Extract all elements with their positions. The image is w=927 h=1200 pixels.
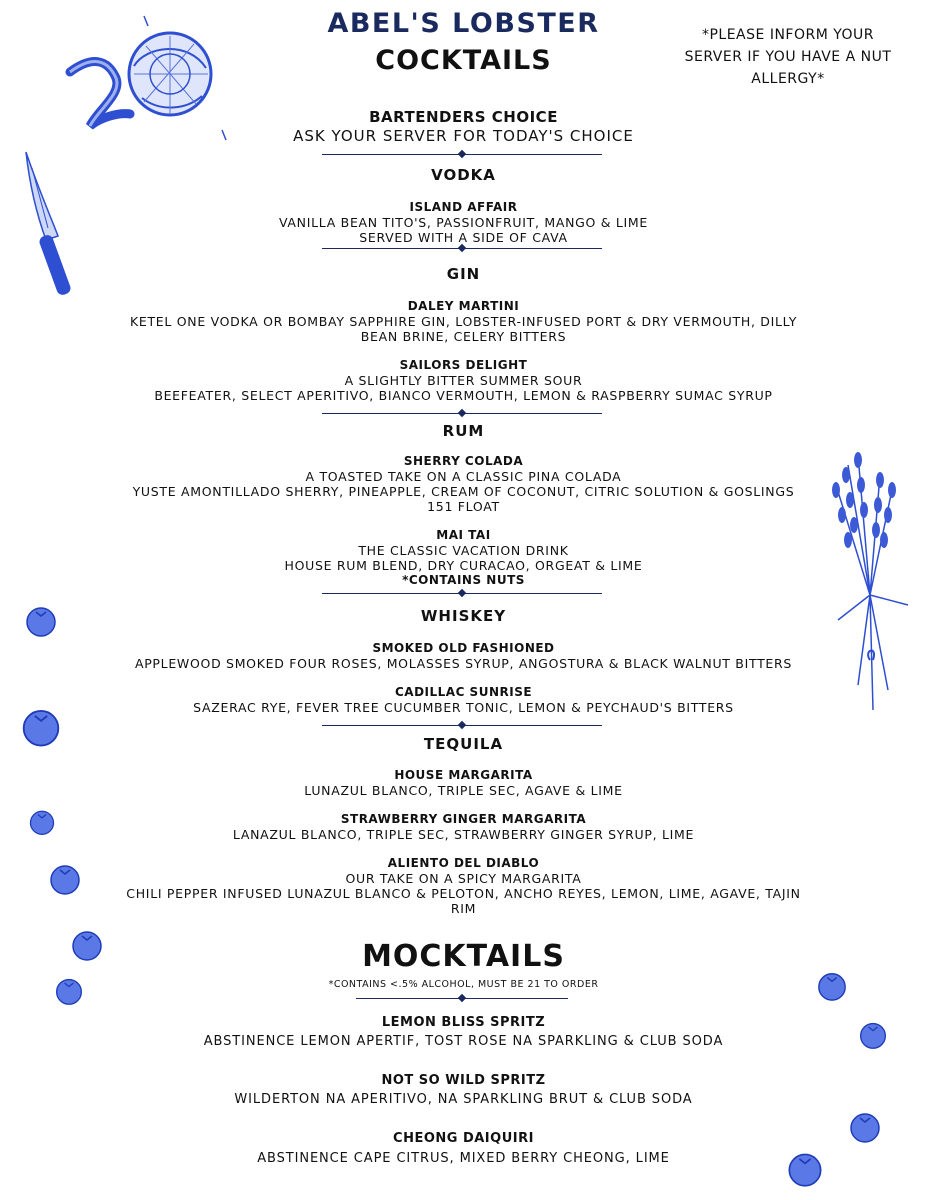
allergy-note — [670, 24, 906, 90]
mocktail-name: LEMON BLISS SPRITZ — [381, 1015, 546, 1030]
cocktail-name: HOUSE MARGARITA — [394, 768, 533, 782]
cocktail-description: OUR TAKE ON A SPICY MARGARITA — [345, 871, 582, 886]
section-divider — [356, 994, 568, 1004]
menu-title: COCKTAILS — [375, 45, 552, 76]
cocktail-description: A SLIGHTLY BITTER SUMMER SOUR — [344, 373, 583, 388]
mocktail-name: NOT SO WILD SPRITZ — [381, 1073, 546, 1088]
cocktail-description: THE CLASSIC VACATION DRINK — [358, 543, 569, 558]
cocktail-description: BEEFEATER, SELECT APERITIVO, BIANCO VERMOUTH, LEMON & RASPBERRY SUMAC SYRUP — [154, 388, 773, 403]
cocktail-description: SERVED WITH A SIDE OF CAVA — [359, 230, 568, 245]
cocktail-name: SHERRY COLADA — [403, 454, 524, 468]
cocktail-description: YUSTE AMONTILLADO SHERRY, PINEAPPLE, CREAM OF COCONUT, CITRIC SOLUTION & GOSLINGS — [132, 484, 795, 499]
section-divider — [322, 409, 602, 419]
section-divider — [322, 721, 602, 731]
cocktail-name: SAILORS DELIGHT — [399, 358, 528, 372]
mocktail-name: CHEONG DAIQUIRI — [393, 1131, 534, 1146]
allergy-note-line: *PLEASE INFORM YOUR — [701, 27, 875, 43]
nut-warning: *CONTAINS NUTS — [402, 573, 525, 587]
cocktail-description: LUNAZUL BLANCO, TRIPLE SEC, AGAVE & LIME — [304, 783, 623, 798]
section-heading-rum: RUM — [442, 422, 485, 440]
mocktail-description: ABSTINENCE LEMON APERTIF, TOST ROSE NA SPARKLING & CLUB SODA — [203, 1034, 724, 1049]
mocktails-heading: MOCKTAILS — [362, 939, 565, 974]
cocktail-name: CADILLAC SUNRISE — [394, 685, 533, 699]
cocktail-description: LANAZUL BLANCO, TRIPLE SEC, STRAWBERRY GINGER SYRUP, LIME — [232, 827, 695, 842]
cocktail-description: CHILI PEPPER INFUSED LUNAZUL BLANCO & PELOTON, ANCHO REYES, LEMON, LIME, AGAVE, TAJIN — [126, 886, 801, 901]
mocktails-note: *CONTAINS <.5% ALCOHOL, MUST BE 21 TO ORDER — [328, 979, 599, 990]
bartenders-choice-title: BARTENDERS CHOICE — [369, 108, 558, 126]
cocktail-description: SAZERAC RYE, FEVER TREE CUCUMBER TONIC, LEMON & PEYCHAUD'S BITTERS — [193, 700, 734, 715]
allergy-note-line: ALLERGY* — [751, 71, 825, 87]
allergy-note-line: SERVER IF YOU HAVE A NUT — [684, 49, 892, 65]
cocktail-name: DALEY MARTINI — [407, 299, 520, 313]
bartenders-choice-subtitle: ASK YOUR SERVER FOR TODAY'S CHOICE — [293, 127, 634, 145]
section-heading-tequila: TEQUILA — [423, 735, 504, 753]
cocktail-description: 151 FLOAT — [427, 499, 500, 514]
section-divider — [322, 150, 602, 160]
cocktail-name: SMOKED OLD FASHIONED — [372, 641, 555, 655]
section-heading-whiskey: WHISKEY — [420, 607, 507, 625]
cocktail-description: KETEL ONE VODKA OR BOMBAY SAPPHIRE GIN, LOBSTER-INFUSED PORT & DRY VERMOUTH, DILLY — [129, 314, 798, 329]
section-divider — [322, 244, 602, 254]
cocktail-name: MAI TAI — [436, 528, 491, 542]
section-divider — [322, 589, 602, 599]
cocktail-description: VANILLA BEAN TITO'S, PASSIONFRUIT, MANGO & LIME — [278, 215, 648, 230]
mocktail-description: WILDERTON NA APERITIVO, NA SPARKLING BRUT & CLUB SODA — [234, 1092, 693, 1107]
section-heading-vodka: VODKA — [431, 166, 496, 184]
cocktail-description: BEAN BRINE, CELERY BITTERS — [360, 329, 567, 344]
mocktail-description: ABSTINENCE CAPE CITRUS, MIXED BERRY CHEONG, LIME — [257, 1151, 670, 1166]
restaurant-name: ABEL'S LOBSTER — [327, 8, 600, 39]
cocktail-description: RIM — [450, 901, 477, 916]
cocktail-description: APPLEWOOD SMOKED FOUR ROSES, MOLASSES SYRUP, ANGOSTURA & BLACK WALNUT BITTERS — [134, 656, 793, 671]
cocktail-name: ALIENTO DEL DIABLO — [387, 856, 540, 870]
cocktail-name: STRAWBERRY GINGER MARGARITA — [340, 812, 587, 826]
cocktail-description: A TOASTED TAKE ON A CLASSIC PINA COLADA — [305, 469, 622, 484]
cocktail-name: ISLAND AFFAIR — [409, 200, 518, 214]
cocktail-description: HOUSE RUM BLEND, DRY CURACAO, ORGEAT & LIME — [284, 558, 643, 573]
section-heading-gin: GIN — [446, 265, 481, 283]
